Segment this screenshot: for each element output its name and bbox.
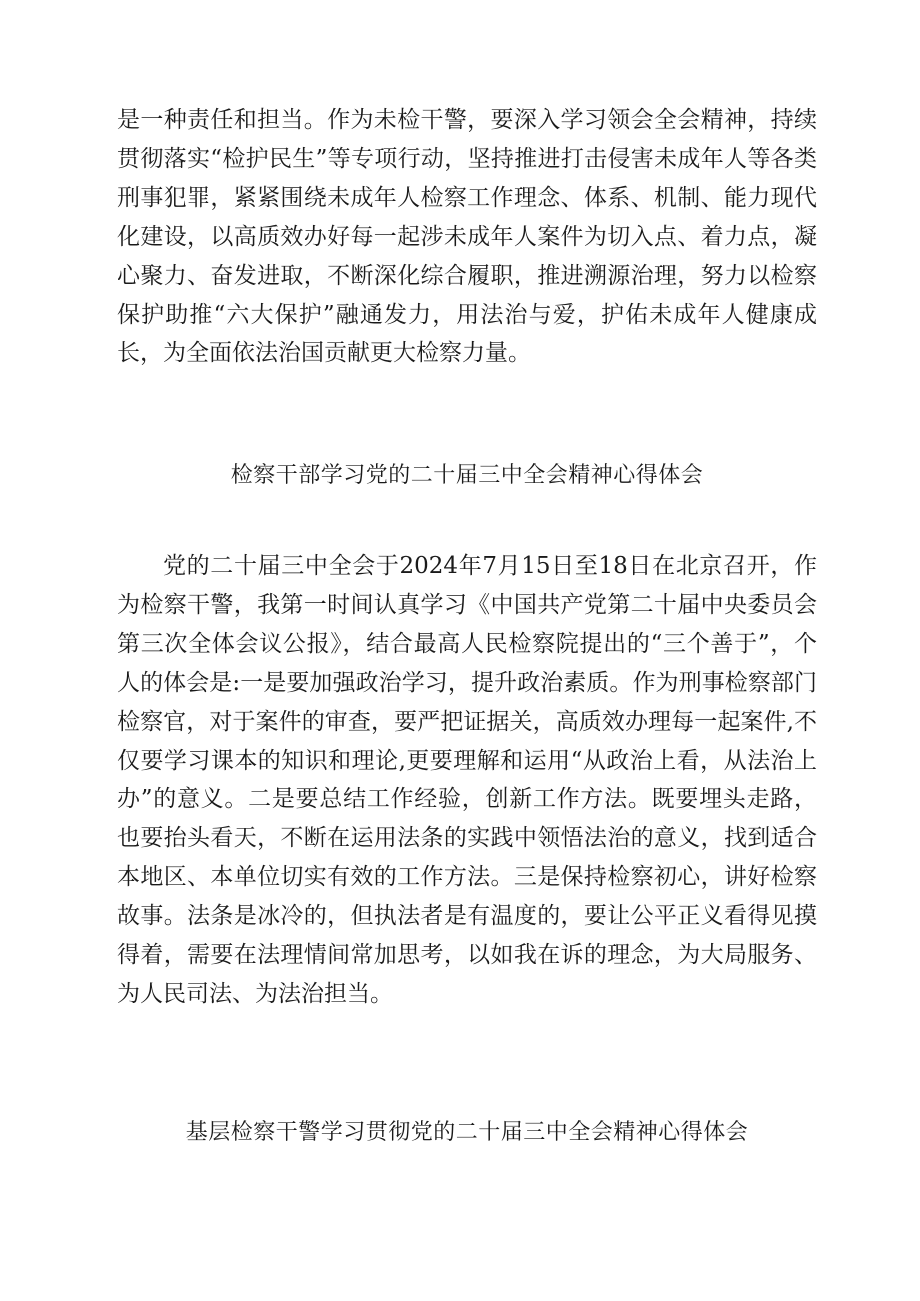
- section-1-paragraph: 党的二十届三中全会于2024年7月15日至18日在北京召开，作为检察干警，我第一时间认真学习《中国共产党第二十届中央委员会第三次全体会议公报》，结合最高人民检察院提出的“三个善于”，个人的体会是:一是要加强政治学习，提升政治素质。作为刑事检察部门检察官，对于案件的审查，要严把证据关，高质效办理每一起案件,不仅要学习课本的知识和理论,更要理解和运用“从政治上看，从法治上办”的意义。二是要总结工作经验，创新工作方法。既要埋头走路，也要抬头看天，不断在运用法条的实践中领悟法治的意义，找到适合本地区、本单位切实有效的工作方法。三是保持检察初心，讲好检察故事。法条是冰冷的，但执法者是有温度的，要让公平正义看得见摸得着，需要在法理情间常加思考，以如我在诉的理念，为大局服务、为人民司法、为法治担当。: [117, 553, 817, 1007]
- section-title-1: 检察干部学习党的二十届三中全会精神心得体会: [230, 463, 704, 488]
- section-title-2: 基层检察干警学习贯彻党的二十届三中全会精神心得体会: [185, 1120, 749, 1145]
- continuation-paragraph: 是一种责任和担当。作为未检干警，要深入学习领会全会精神，持续贯彻落实“检护民生”等专项行动，坚持推进打击侵害未成年人等各类刑事犯罪，紧紧围绕未成年人检察工作理念、体系、机制、能力现代化建设，以高质效办好每一起涉未成年人案件为切入点、着力点，凝心聚力、奋发进取，不断深化综合履职，推进溯源治理，努力以检察保护助推“六大保护”融通发力，用法治与爱，护佑未成年人健康成长，为全面依法治国贡献更大检察力量。: [117, 107, 817, 367]
